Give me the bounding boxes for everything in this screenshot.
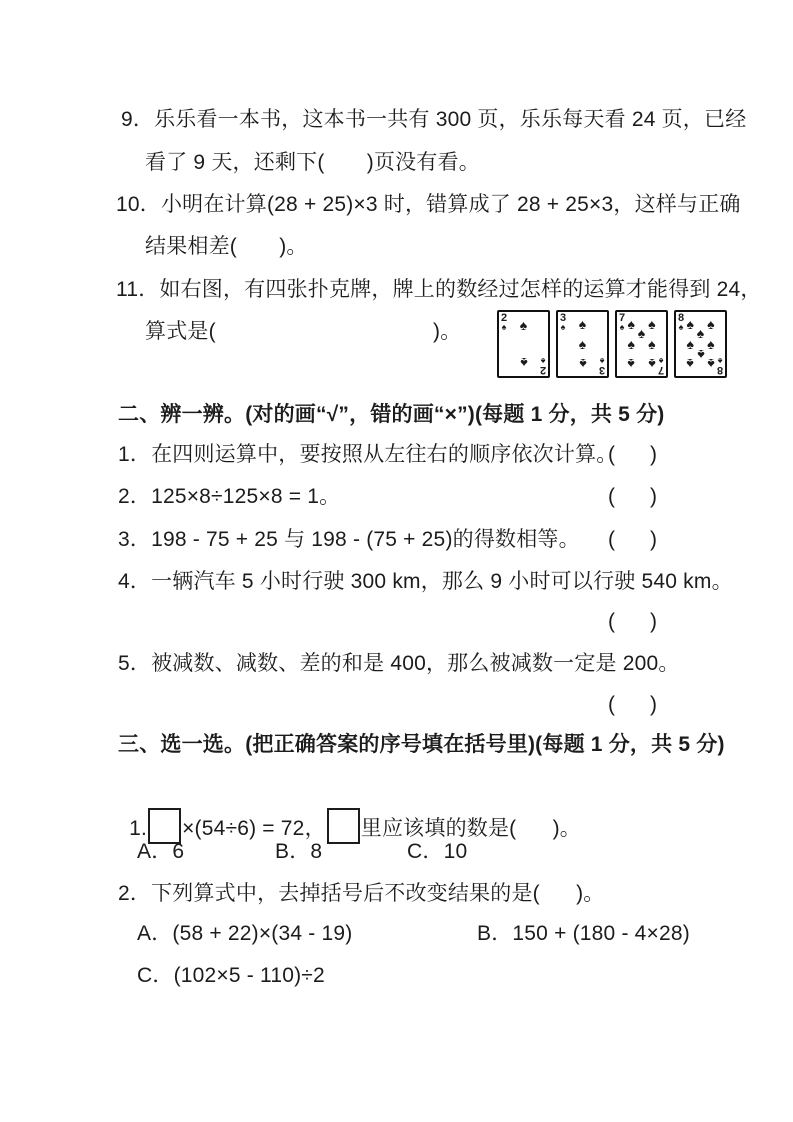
spade-icon: ♠ xyxy=(678,322,684,332)
spade-icon: ♠ xyxy=(707,315,715,332)
playing-card-3-of-spades xyxy=(556,310,609,378)
question-9-line2: 看了 9 天，还剩下( )页没有看。 xyxy=(145,151,480,174)
section-3-heading: 三、选一选。(把正确答案的序号填在括号里)(每题 1 分，共 5 分) xyxy=(118,733,725,756)
spade-icon: ♠ xyxy=(696,346,705,363)
question-11-line1: 11．如右图，有四张扑克牌，牌上的数经过怎样的运算才能得到 24， xyxy=(116,278,762,301)
q2-option-c: C．(102×5 - 110)÷2 xyxy=(137,964,325,987)
spade-icon: ♠ xyxy=(627,315,635,332)
spade-icon: ♠ xyxy=(627,336,635,352)
answer-bracket-2: ( ) xyxy=(608,485,657,508)
spade-icon: ♠ xyxy=(619,322,625,332)
card-corner-index: 8 ♠ xyxy=(678,312,685,332)
question-10-line1: 10．小明在计算(28 + 25)×3 时，错算成了 28 + 25×3，这样与正确 xyxy=(116,193,741,216)
answer-bracket-3: ( ) xyxy=(608,528,657,551)
spade-icon: ♠ xyxy=(686,336,694,352)
section-2-item-2: 2．125×8÷125×8 = 1。 xyxy=(118,485,341,508)
playing-card-2-of-spades xyxy=(497,310,550,378)
card-corner-index: 8 ♠ xyxy=(716,356,723,376)
q1-option-a: A．6 xyxy=(137,840,185,863)
spade-icon: ♠ xyxy=(648,315,656,332)
section-2-item-3: 3．198 - 75 + 25 与 198 - (75 + 25)的得数相等。 xyxy=(118,528,580,551)
question-1-text-end: 里应该填的数是( )。 xyxy=(360,817,581,840)
spade-icon: ♠ xyxy=(717,356,723,366)
answer-box xyxy=(327,808,360,844)
q2-option-a: A．(58 + 22)×(34 - 19) xyxy=(137,922,353,945)
spade-icon: ♠ xyxy=(707,356,715,373)
spade-icon: ♠ xyxy=(578,315,587,332)
spade-icon: ♠ xyxy=(578,336,587,352)
section-2-item-4: 4．一辆汽车 5 小时行驶 300 km，那么 9 小时可以行驶 540 km。 xyxy=(118,570,733,593)
spade-icon: ♠ xyxy=(540,356,546,366)
section-2-item-5: 5．被减数、减数、差的和是 400，那么被减数一定是 200。 xyxy=(118,652,680,675)
question-9-line1: 9．乐乐看一本书，这本书一共有 300 页，乐乐每天看 24 页，已经 xyxy=(121,108,747,131)
spade-icon: ♠ xyxy=(658,356,664,366)
spade-icon: ♠ xyxy=(648,336,656,352)
spade-icon: ♠ xyxy=(599,356,605,366)
answer-bracket-1: ( ) xyxy=(608,443,657,466)
spade-icon: ♠ xyxy=(578,356,587,373)
q2-option-b: B．150 + (180 - 4×28) xyxy=(477,922,690,945)
q1-option-b: B．8 xyxy=(275,840,323,863)
spade-icon: ♠ xyxy=(686,315,694,332)
section-2-heading: 二、辨一辨。(对的画“√”，错的画“×”)(每题 1 分，共 5 分) xyxy=(118,403,665,426)
section-3-question-2: 2．下列算式中，去掉括号后不改变结果的是( )。 xyxy=(118,882,605,905)
card-corner-index: 2 ♠ xyxy=(501,312,508,332)
question-11-line2: 算式是( )。 xyxy=(145,320,462,343)
answer-bracket-5: ( ) xyxy=(608,693,657,716)
spade-icon: ♠ xyxy=(627,356,635,373)
spade-icon: ♠ xyxy=(696,325,705,342)
spade-icon: ♠ xyxy=(519,316,528,333)
q1-option-c: C．10 xyxy=(407,840,468,863)
card-corner-index: 2 ♠ xyxy=(539,356,546,376)
card-corner-index: 7 ♠ xyxy=(619,312,626,332)
playing-card-8-of-spades xyxy=(674,310,727,378)
section-2-item-1: 1．在四则运算中，要按照从左往右的顺序依次计算。 xyxy=(118,443,618,466)
question-1-number: 1. xyxy=(129,817,148,840)
spade-icon: ♠ xyxy=(501,322,507,332)
answer-bracket-4: ( ) xyxy=(608,610,657,633)
spade-icon: ♠ xyxy=(560,322,566,332)
playing-card-7-of-spades xyxy=(615,310,668,378)
spade-icon: ♠ xyxy=(519,355,528,372)
card-corner-index: 3 ♠ xyxy=(598,356,605,376)
spade-icon: ♠ xyxy=(686,356,694,373)
spade-icon: ♠ xyxy=(637,325,646,342)
spade-icon: ♠ xyxy=(707,336,715,352)
question-1-text-mid: ×(54÷6) = 72， xyxy=(182,817,326,840)
card-corner-index: 3 ♠ xyxy=(560,312,567,332)
card-corner-index: 7 ♠ xyxy=(657,356,664,376)
spade-icon: ♠ xyxy=(648,356,656,373)
question-10-line2: 结果相差( )。 xyxy=(145,235,308,258)
